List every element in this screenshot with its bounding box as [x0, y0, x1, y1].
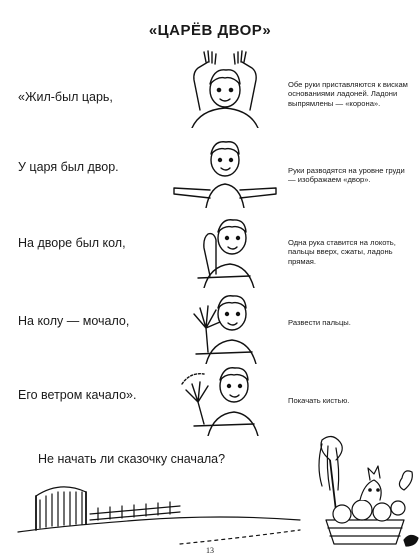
instruction-4: Развести пальцы.: [288, 318, 351, 327]
boy-fingers-spread-illustration: [170, 284, 280, 364]
page-title: «ЦАРЁВ ДВОР»: [148, 22, 272, 39]
yard-scene-illustration: [0, 420, 420, 550]
verse-line-1: «Жил-был царь,: [18, 90, 113, 104]
instruction-2: Руки разводятся на уровне груди — изображаем «двор».: [288, 166, 405, 185]
verse-line-5: Его ветром качало».: [18, 388, 137, 402]
instruction-3: Одна рука ставится на локоть, пальцы вверх, сжаты, ладонь прямая.: [288, 238, 396, 266]
boy-yard-illustration: [170, 128, 280, 208]
rhyme-row-2: [0, 128, 420, 208]
boy-crown-illustration: [170, 48, 280, 128]
instruction-1: Обе руки приставляются к вискам основаниями ладоней. Ладони выпрямлены — «корона».: [288, 80, 408, 108]
rhyme-row-4: [0, 284, 420, 364]
verse-line-3: На дворе был кол,: [18, 236, 126, 250]
closing-line: Не начать ли сказочку сначала?: [38, 452, 226, 466]
rhyme-row-3: [0, 208, 420, 288]
verse-line-4: На колу — мочало,: [18, 314, 130, 328]
boy-post-illustration: [170, 208, 280, 288]
rhyme-row-1: [0, 48, 420, 128]
verse-line-2: У царя был двор.: [18, 160, 119, 174]
page-number: 13: [206, 546, 214, 555]
instruction-5: Покачать кистью.: [288, 396, 350, 405]
